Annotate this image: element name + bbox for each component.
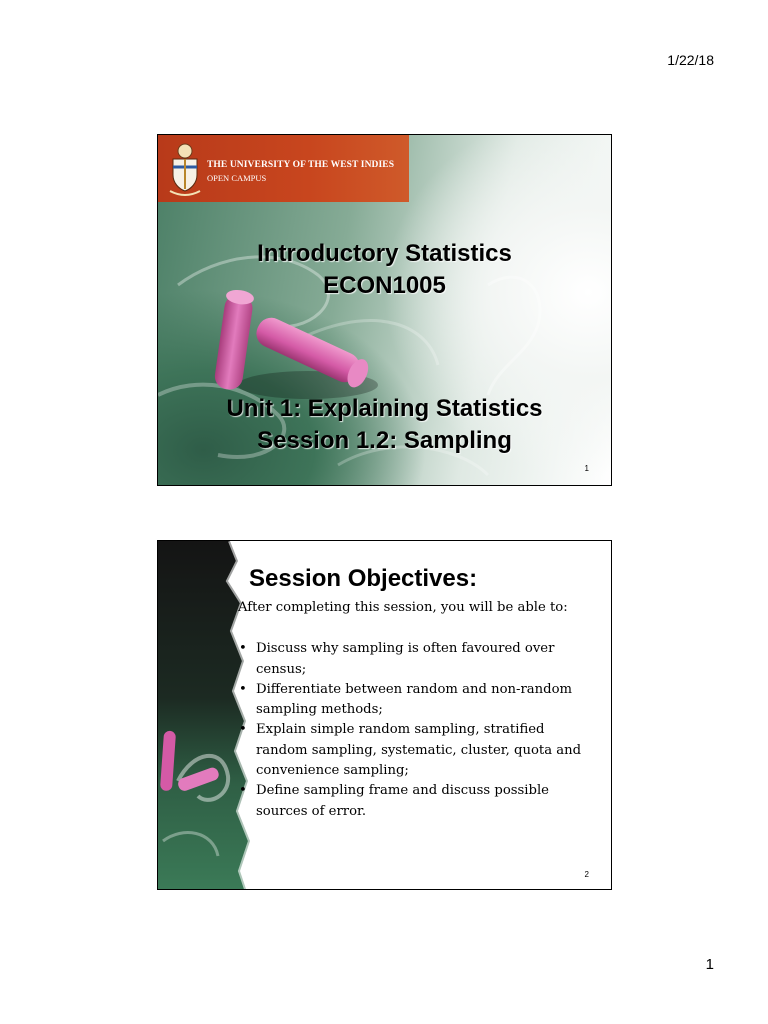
bullet-icon: • [239, 783, 247, 799]
slide-2 [157, 540, 612, 890]
objectives-intro: After completing this session, you will be able to: [238, 600, 568, 615]
list-item: • Discuss why sampling is often favoured over census; [239, 641, 555, 677]
bullet-icon: • [239, 722, 247, 738]
slide-number: 1 [584, 464, 589, 473]
page-number: 1 [705, 956, 714, 973]
university-campus: OPEN CAMPUS [207, 173, 267, 183]
objectives-body [238, 598, 583, 822]
slide-1 [157, 134, 612, 486]
university-header-bar [158, 135, 409, 202]
objectives-heading: Session Objectives: [249, 565, 478, 592]
course-code: ECON1005 [323, 272, 446, 299]
page-date: 1/22/18 [667, 52, 714, 68]
slide-number: 2 [584, 870, 589, 879]
bullet-icon: • [239, 681, 247, 697]
list-item: • Explain simple random sampling, stratified random sampling, systematic, cluster, quota and convenience sampling; [239, 722, 582, 779]
university-name: THE UNIVERSITY OF THE WEST INDIES [207, 160, 395, 170]
list-item: • Differentiate between random and non-random sampling methods; [239, 681, 573, 718]
unit-title: Unit 1: Explaining Statistics [226, 395, 543, 422]
session-title: Session 1.2: Sampling [257, 427, 512, 454]
university-crest-logo [167, 141, 203, 197]
list-item: • Define sampling frame and discuss possible sources of error. [239, 783, 549, 819]
course-title: Introductory Statistics [257, 240, 512, 267]
bullet-icon: • [239, 641, 247, 657]
objectives-list [238, 639, 583, 822]
